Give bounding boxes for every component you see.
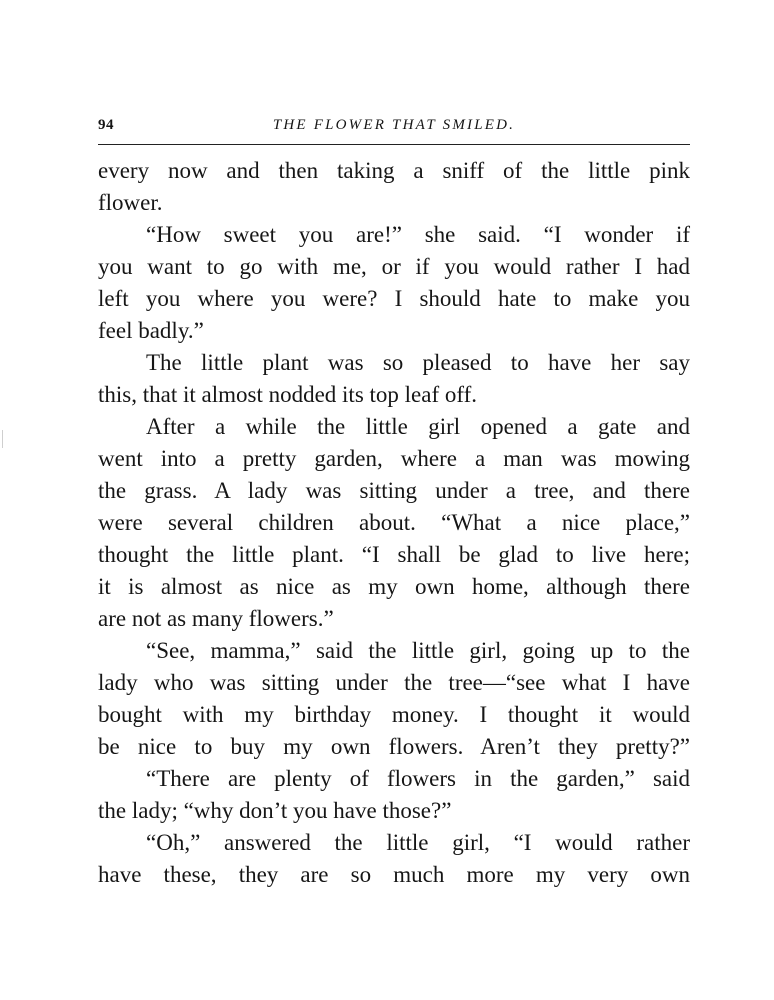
text-line: left you where you were? I should hate to make you: [98, 286, 690, 311]
header-rule: [98, 144, 690, 145]
text-line: bought with my birthday money. I thought it would: [98, 702, 690, 727]
text-line: After a while the little girl opened a gate and: [146, 414, 690, 439]
text-line: you want to go with me, or if you would rather I had: [98, 254, 690, 279]
text-line: the lady; “why don’t you have those?”: [98, 798, 452, 823]
text-line: every now and then taking a sniff of the little pink: [98, 158, 690, 183]
page-number: 94: [98, 117, 114, 133]
text-line: were several children about. “What a nice place,”: [98, 510, 690, 535]
text-line: “Oh,” answered the little girl, “I would rather: [146, 830, 690, 855]
text-line: thought the little plant. “I shall be glad to live here;: [98, 542, 690, 567]
text-line: this, that it almost nodded its top leaf off.: [98, 382, 478, 407]
text-line: feel badly.”: [98, 318, 204, 343]
running-head: [98, 114, 690, 138]
text-line: went into a pretty garden, where a man was mowing: [98, 446, 690, 471]
text-line: the grass. A lady was sitting under a tree, and there: [98, 478, 690, 503]
text-line: be nice to buy my own flowers. Aren’t they pretty?”: [98, 734, 690, 759]
body-text: [98, 155, 690, 891]
text-line: “How sweet you are!” she said. “I wonder if: [146, 222, 690, 247]
text-line: flower.: [98, 190, 163, 215]
text-line: “See, mamma,” said the little girl, going up to the: [146, 638, 690, 663]
text-line: it is almost as nice as my own home, although there: [98, 574, 690, 599]
text-line: lady who was sitting under the tree—“see what I have: [98, 670, 690, 695]
text-line: The little plant was so pleased to have her say: [146, 350, 690, 375]
text-line: “There are plenty of flowers in the garden,” said: [146, 766, 690, 791]
scan-margin-mark: [2, 430, 3, 448]
text-line: are not as many flowers.”: [98, 606, 334, 631]
running-title: THE FLOWER THAT SMILED.: [272, 117, 516, 133]
text-line: have these, they are so much more my very own: [98, 862, 690, 887]
